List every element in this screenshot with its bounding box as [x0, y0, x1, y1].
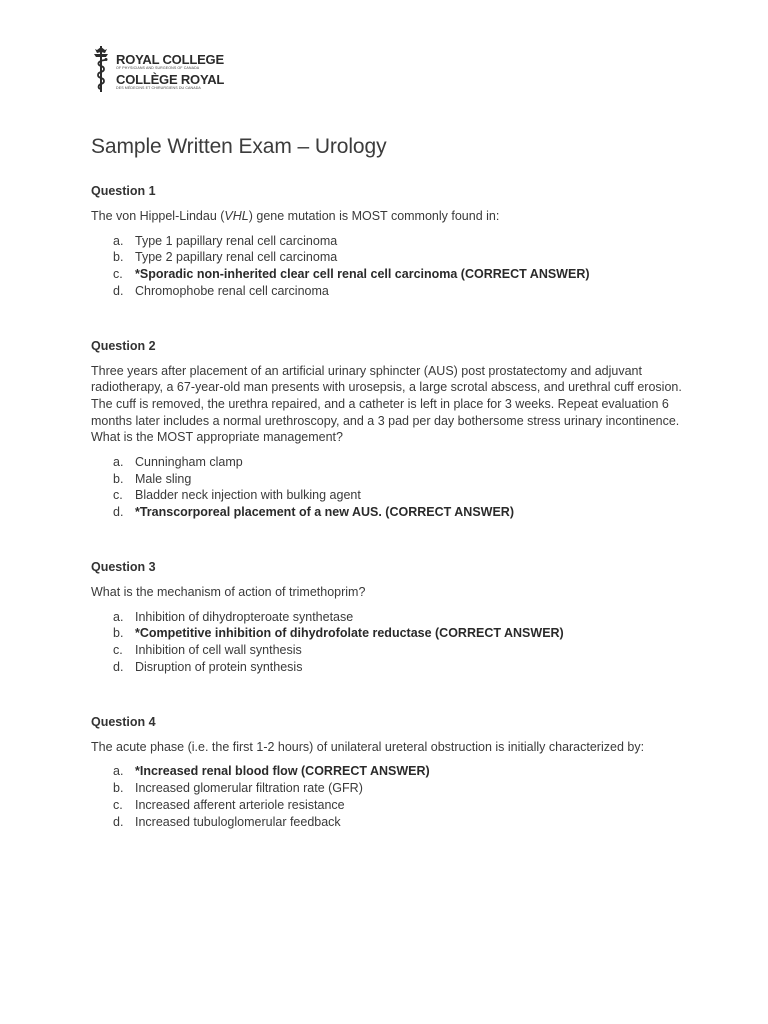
question-2: [91, 339, 691, 521]
answer-option: d. Increased tubuloglomerular feedback: [113, 814, 341, 829]
answer-option: c. Increased afferent arteriole resistance: [113, 797, 345, 812]
answer-option-correct: b. *Competitive inhibition of dihydrofolate reductase (CORRECT ANSWER): [113, 626, 564, 641]
answer-option: a. Type 1 papillary renal cell carcinoma: [113, 233, 338, 248]
answer-option: d. Chromophobe renal cell carcinoma: [113, 283, 329, 298]
answer-list: [91, 233, 691, 300]
answer-option: b. Increased glomerular filtration rate (GFR): [113, 781, 363, 796]
question-4: [91, 715, 691, 831]
question-1: [91, 184, 691, 300]
gene-abbreviation: VHL: [224, 209, 249, 223]
answer-list: [91, 763, 691, 830]
answer-option: a. Cunningham clamp: [113, 454, 243, 469]
answer-option-correct: a. *Increased renal blood flow (CORRECT ANSWER): [113, 764, 430, 779]
question-label: Question 2: [91, 338, 156, 353]
logo-line-english: ROYAL COLLEGE: [116, 52, 224, 67]
question-3: [91, 560, 691, 676]
question-text: The von Hippel-Lindau (VHL) gene mutation is MOST commonly found in:: [91, 209, 500, 223]
logo-line-french: COLLÈGE ROYAL: [116, 71, 225, 87]
answer-option: d. Disruption of protein synthesis: [113, 659, 303, 674]
question-label: Question 3: [91, 559, 156, 574]
answer-option: b. Male sling: [113, 471, 192, 486]
answer-option: c. Inhibition of cell wall synthesis: [113, 643, 302, 658]
page-title: Sample Written Exam – Urology: [91, 135, 387, 158]
answer-option-correct: c. *Sporadic non-inherited clear cell renal cell carcinoma (CORRECT ANSWER): [113, 267, 590, 282]
answer-option: c. Bladder neck injection with bulking agent: [113, 488, 361, 503]
question-text: Three years after placement of an artificial urinary sphincter (AUS) post prostatectomy and adjuvant radiotherapy, a 67-year-old man presents with urosepsis, a large scrotal abscess, and urethral cuff erosion. The cuff is removed, the urethra repaired, and a catheter is left in place for 3 weeks. Repeat evaluation 6 months later includes a normal urethroscopy, and a 3 pad per day bothersome stress urinary incontinence. What is the MOST appropriate management?: [91, 363, 682, 445]
logo-subtitle-french: DES MÉDECINS ET CHIRURGIENS DU CANADA: [116, 85, 201, 90]
answer-option-correct: d. *Transcorporeal placement of a new AUS. (CORRECT ANSWER): [113, 505, 514, 520]
caduceus-crest-icon: [91, 44, 111, 94]
answer-option: a. Inhibition of dihydropteroate synthetase: [113, 609, 354, 624]
question-text: What is the mechanism of action of trimethoprim?: [91, 584, 366, 599]
logo-subtitle-english: OF PHYSICIANS AND SURGEONS OF CANADA: [116, 66, 200, 70]
question-label: Question 1: [91, 184, 156, 198]
question-text: The acute phase (i.e. the first 1-2 hours) of unilateral ureteral obstruction is initially characterized by:: [91, 739, 645, 754]
answer-option: b. Type 2 papillary renal cell carcinoma: [113, 250, 338, 265]
answer-list: [91, 609, 691, 676]
royal-college-logo: [91, 44, 691, 94]
answer-list: [91, 454, 691, 521]
document-page: [91, 44, 691, 831]
question-label: Question 4: [91, 714, 156, 729]
